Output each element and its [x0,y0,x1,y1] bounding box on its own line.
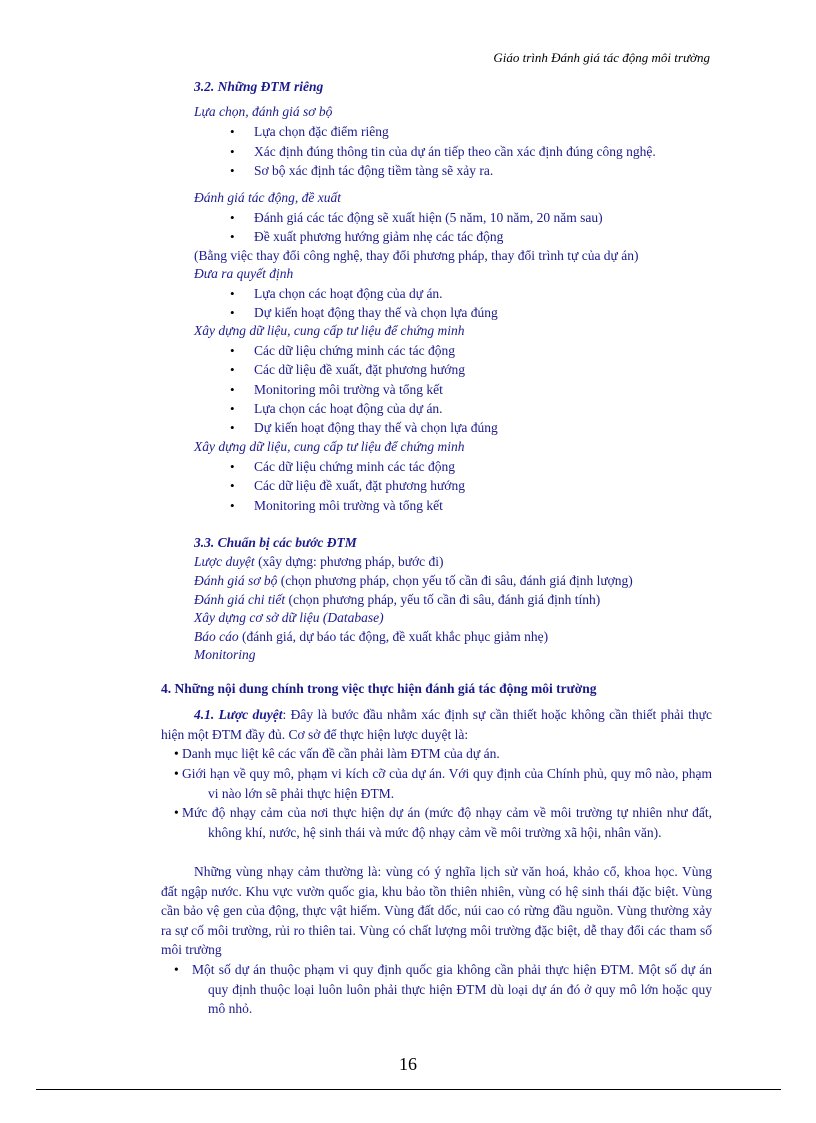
bullet-icon: • [230,305,235,320]
bullet-icon: • [174,746,179,761]
list-item: • Giới hạn về quy mô, phạm vi kích cỡ của dự án. Với quy định của Chính phủ, quy mô nào, phạm vi nào lớn sẽ phải thực hiện ĐTM. [174,766,712,801]
paragraph: 4.1. Lược duyệt: Đây là bước đầu nhằm xác định sự cần thiết hoặc không cần thiết phải thực hiện một ĐTM đầy đủ. Cơ sở để thực hiện lược duyệt là: [161,707,712,742]
list-item: • Mức độ nhạy cảm của nơi thực hiện dự án (mức độ nhạy cảm về môi trường tự nhiên như đất, không khí, nước, hệ sinh thái và mức độ nhạy cảm về môi trường xã hội, nhân văn). [174,805,712,840]
list-item: • Danh mục liệt kê các vấn đề cần phải làm ĐTM của dự án. [170,744,712,764]
bullet-icon: • [230,286,235,301]
bullet-icon: • [230,229,235,244]
bullet-icon: • [230,498,235,513]
bullet-icon: • [230,163,235,178]
bullet-icon: • [230,478,235,493]
bullet-icon: • [230,210,235,225]
bullet-icon: • [174,962,179,977]
group-note: (Bằng việc thay đổi công nghệ, thay đổi phương pháp, thay đổi trình tự của dự án) [194,248,639,263]
section-3-2-title: 3.2. Những ĐTM riêng [194,79,324,94]
step-line: Đánh giá chi tiết (chọn phương pháp, yếu tố cần đi sâu, đánh giá định tính) [194,592,601,607]
step-line: Đánh giá sơ bộ (chọn phương pháp, chọn yếu tố cần đi sâu, đánh giá định lượng) [194,573,633,588]
bullet-icon: • [230,343,235,358]
bullet-icon: • [230,382,235,397]
running-header: Giáo trình Đánh giá tác động môi trường [493,50,710,65]
bullet-icon: • [174,805,179,820]
list-item: • Một số dự án thuộc phạm vi quy định quốc gia không cần phải thực hiện ĐTM. Một số dự án quy định thuộc loại luôn luôn phải thực hiện ĐTM dù loại dự án đó ở quy mô lớn hoặc quy mô nhỏ. [174,962,712,1016]
group-label: Lựa chọn, đánh giá sơ bộ [194,104,333,119]
group-label: Xây dựng dữ liệu, cung cấp tư liệu để chứng minh [194,323,465,338]
section-4-title: 4. Những nội dung chính trong việc thực hiện đánh giá tác động môi trường [161,681,597,696]
step-line: Monitoring [194,647,256,662]
bullet-icon: • [230,420,235,435]
group-label: Đưa ra quyết định [194,266,294,281]
step-line: Báo cáo (đánh giá, dự báo tác động, đề xuất khắc phục giảm nhẹ) [194,629,549,644]
group-label: Đánh giá tác động, đề xuất [194,190,341,205]
bullet-icon: • [230,144,235,159]
paragraph: Những vùng nhạy cảm thường là: vùng có ý nghĩa lịch sử văn hoá, khảo cổ, khoa học. Vùng đất ngập nước. Khu vực vườn quốc gia, khu bảo tồn thiên nhiên, vùng có hệ sinh thái đặc biệt. Vùng cần bảo vệ gen của động, thực vật hiếm. Vùng đất dốc, núi cao có rừng đầu nguồn. Vùng thường xảy ra sự cố môi trường, rủi ro thiên tai. Vùng có chất lượng môi trường đặc biệt, dễ thay đổi các tham số môi trường [161,864,712,957]
bullet-icon: • [174,766,179,781]
page-number: 16 [399,1054,417,1074]
bullet-icon: • [230,362,235,377]
group-label: Xây dựng dữ liệu, cung cấp tư liệu để chứng minh [194,439,465,454]
bullet-icon: • [230,401,235,416]
footer-rule [36,1089,781,1090]
bullet-icon: • [230,124,235,139]
step-line: Xây dựng cơ sở dữ liệu (Database) [194,610,384,625]
section-3-3-title: 3.3. Chuẩn bị các bước ĐTM [194,535,357,550]
bullet-icon: • [230,459,235,474]
step-line: Lược duyệt (xây dựng: phương pháp, bước đi) [194,554,444,569]
